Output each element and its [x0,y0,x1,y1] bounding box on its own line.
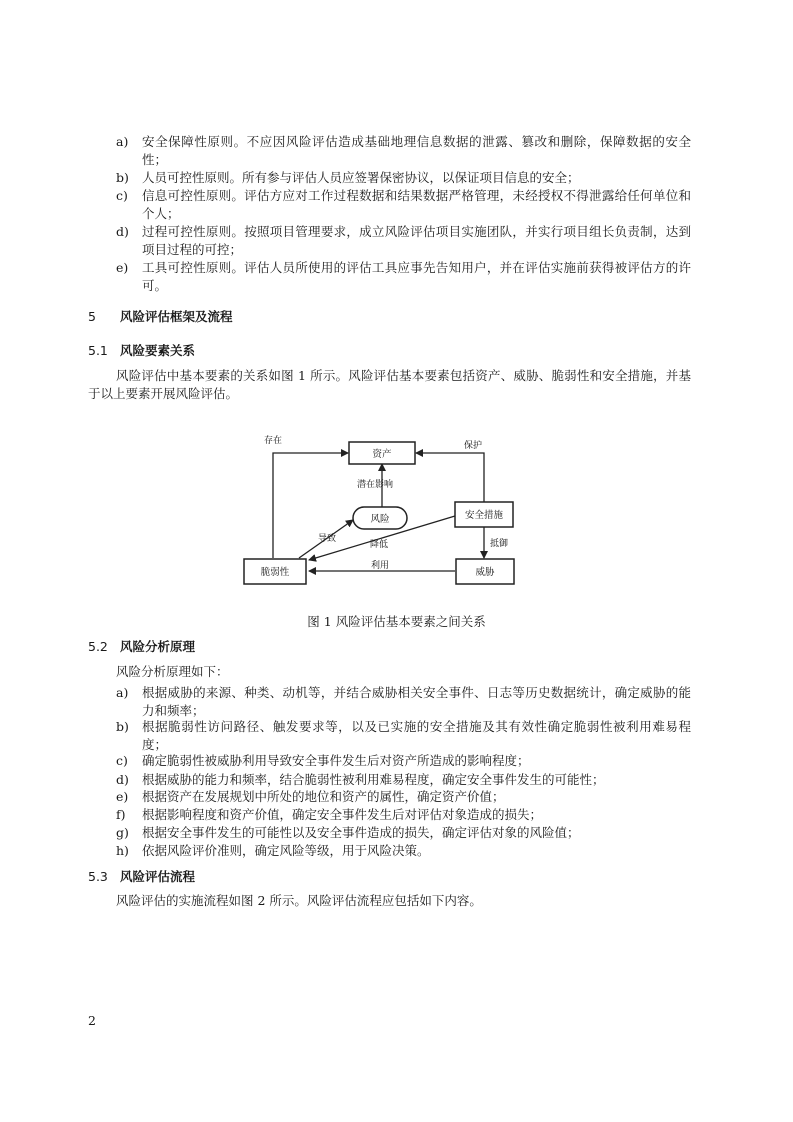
section-title: 风险分析原理 [120,639,196,654]
figure-1-caption: 图 1 风险评估基本要素之间关系 [307,614,486,629]
section-number: 5 [88,309,96,324]
list-label: a) [116,134,129,149]
edge-potential-label: 潜在影响 [356,480,394,490]
list-text: 人员可控性原则。所有参与评估人员应签署保密协议，以保证项目信息的安全； [142,170,580,185]
principle-item-e [116,259,691,295]
edge-resist-label: 抵御 [489,539,509,549]
list-text: 安全保障性原则。不应因风险评估造成基础地理信息数据的泄露、篡改和删除，保障数据的安全性； [142,134,691,167]
node-vuln-label: 脆弱性 [260,567,290,578]
list-label: d) [116,224,129,239]
list-text: 根据安全事件发生的可能性以及安全事件造成的损失，确定评估对象的风险值； [142,825,580,840]
principle-item-b [116,169,691,187]
list-text: 依据风险评价准则，确定风险等级，用于风险决策。 [142,843,430,858]
edge-cause-label: 导致 [317,534,337,544]
list-text: 根据威胁的能力和频率，结合脆弱性被利用难易程度，确定安全事件发生的可能性； [142,772,605,787]
list-label: e) [116,789,129,804]
list-label: c) [116,753,128,768]
edge-reduce-label: 降低 [369,540,389,550]
risk-elements-diagram [243,430,523,590]
list-text: 根据影响程度和资产价值，确定安全事件发生后对评估对象造成的损失； [142,807,543,822]
list-text: 确定脆弱性被威胁利用导致安全事件发生后对资产所造成的影响程度； [142,753,530,768]
section-title: 风险要素关系 [120,343,196,358]
edge-protect-line [416,453,484,502]
section-5-heading [88,308,233,326]
analysis-item-g [116,824,691,842]
principle-item-c [116,187,691,223]
edge-exist-line [273,453,348,558]
section-number: 5.2 [88,639,108,654]
list-text: 过程可控性原则。按照项目管理要求，成立风险评估项目实施团队，并实行项目组长负责制，达到项目过程的可控； [142,224,691,257]
list-label: b) [116,170,129,185]
section-5-1-paragraph: 风险评估中基本要素的关系如图 1 所示。风险评估基本要素包括资产、威胁、脆弱性和安全措施，并基于以上要素开展风险评估。 [88,368,691,401]
analysis-item-c [116,752,691,770]
section-5-2-heading [88,638,195,656]
edge-exist-label: 存在 [263,436,283,446]
list-text: 根据资产在发展规划中所处的地位和资产的属性，确定资产价值； [142,789,505,804]
node-risk-label: 风险 [370,514,390,525]
analysis-item-d [116,771,691,789]
analysis-item-b [116,718,691,754]
section-5-3-paragraph: 风险评估的实施流程如图 2 所示。风险评估流程应包括如下内容。 [116,893,482,908]
list-text: 根据脆弱性访问路径、触发要求等，以及已实施的安全措施及其有效性确定脆弱性被利用难易程度； [142,719,691,752]
analysis-item-a [116,684,691,720]
section-title: 风险评估框架及流程 [120,309,233,324]
page-number: 2 [88,1013,96,1028]
list-label: d) [116,772,129,787]
section-number: 5.3 [88,869,108,884]
principle-item-d [116,223,691,259]
principle-item-a [116,133,691,169]
section-title: 风险评估流程 [120,869,196,884]
list-label: h) [116,843,129,858]
list-text: 根据威胁的来源、种类、动机等，并结合威胁相关安全事件、日志等历史数据统计，确定威胁的能力和频率； [142,685,691,718]
node-measure-label: 安全措施 [464,510,504,521]
list-label: g) [116,825,129,840]
node-threat-label: 威胁 [475,567,495,578]
analysis-item-e [116,788,691,806]
list-label: c) [116,188,128,203]
section-5-2-intro: 风险分析原理如下： [116,664,229,679]
section-number: 5.1 [88,343,108,358]
edge-exploit-label: 利用 [370,561,390,571]
section-5-1-heading [88,342,195,360]
list-label: a) [116,685,129,700]
list-label: e) [116,260,129,275]
list-text: 信息可控性原则。评估方应对工作过程数据和结果数据严格管理，未经授权不得泄露给任何单位和个人； [142,188,691,221]
section-5-3-heading [88,868,195,886]
analysis-item-f [116,806,691,824]
list-label: f) [116,807,126,822]
edge-protect-label: 保护 [463,441,483,451]
list-text: 工具可控性原则。评估人员所使用的评估工具应事先告知用户，并在评估实施前获得被评估方的许可。 [142,260,691,293]
node-asset-label: 资产 [372,449,392,460]
analysis-item-h [116,842,691,860]
list-label: b) [116,719,129,734]
